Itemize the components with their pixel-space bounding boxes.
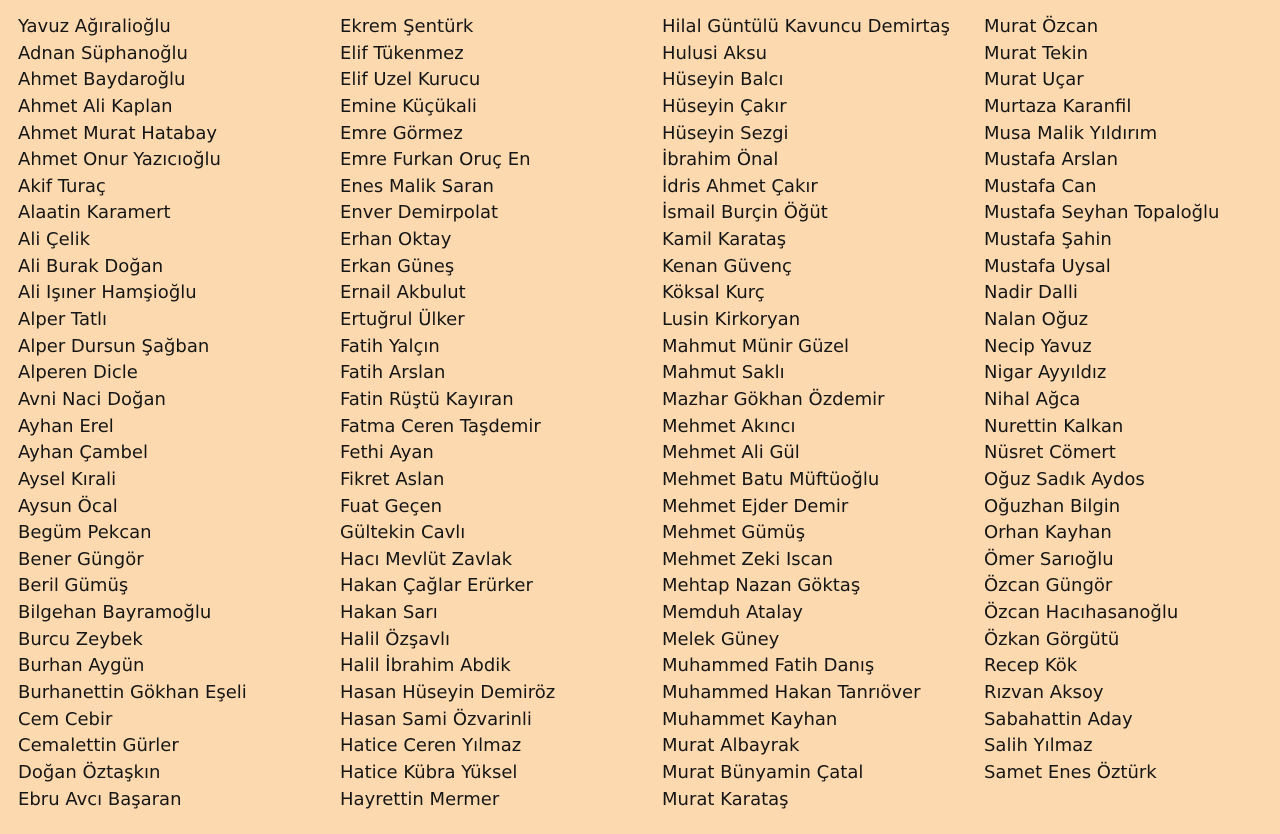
name-entry: Elif Uzel Kurucu xyxy=(340,69,481,91)
name-entry: Mustafa Arslan xyxy=(984,149,1119,171)
name-entry: Lusin Kirkoryan xyxy=(662,309,801,331)
name-entry: Enver Demirpolat xyxy=(340,202,499,224)
name-entry: Recep Kök xyxy=(984,655,1078,677)
name-entry: Oğuz Sadık Aydos xyxy=(984,468,1145,490)
name-entry: Fikret Aslan xyxy=(340,468,445,490)
name-entry: Alper Dursun Şağban xyxy=(18,335,210,357)
name-entry: Nüsret Cömert xyxy=(984,442,1116,464)
name-entry: Fuat Geçen xyxy=(340,495,442,517)
name-entry: Ayhan Erel xyxy=(18,415,114,437)
name-entry: Halil İbrahim Abdik xyxy=(340,655,511,677)
name-entry: Hulusi Aksu xyxy=(662,42,767,64)
name-entry: Fethi Ayan xyxy=(340,442,434,464)
name-column-4 xyxy=(984,14,1219,787)
name-entry: Enes Malik Saran xyxy=(340,175,494,197)
name-entry: Memduh Atalay xyxy=(662,602,803,624)
name-entry: Murat Özcan xyxy=(984,16,1099,37)
name-entry: Mehmet Ali Gül xyxy=(662,442,800,464)
name-entry: Ömer Sarıoğlu xyxy=(984,548,1114,570)
name-entry: Hüseyin Balcı xyxy=(662,69,784,91)
name-entry: Oğuzhan Bilgin xyxy=(984,495,1121,517)
name-entry: Nurettin Kalkan xyxy=(984,415,1124,437)
name-entry: Orhan Kayhan xyxy=(984,522,1112,544)
name-entry: Özkan Görgütü xyxy=(984,628,1120,650)
name-entry: Doğan Öztaşkın xyxy=(18,761,161,783)
name-entry: Köksal Kurç xyxy=(662,282,765,304)
name-entry: Bilgehan Bayramoğlu xyxy=(18,602,212,624)
name-entry: Beril Gümüş xyxy=(18,575,129,597)
name-entry: Hüseyin Çakır xyxy=(662,95,787,117)
name-entry: Nigar Ayyıldız xyxy=(984,362,1107,384)
name-entry: Murat Karataş xyxy=(662,788,789,810)
name-entry: Adnan Süphanoğlu xyxy=(18,42,188,64)
name-entry: Ali Işıner Hamşioğlu xyxy=(18,282,197,304)
name-entry: Ahmet Onur Yazıcıoğlu xyxy=(18,149,221,171)
name-entry: Samet Enes Öztürk xyxy=(984,761,1157,783)
name-entry: Muhammed Fatih Danış xyxy=(662,655,875,677)
name-entry: Akif Turaç xyxy=(18,175,106,197)
name-entry: Yavuz Ağıralioğlu xyxy=(18,16,171,37)
name-entry: İsmail Burçin Öğüt xyxy=(662,202,828,224)
name-entry: Ahmet Baydaroğlu xyxy=(18,69,186,91)
name-entry: Hasan Sami Özvarinli xyxy=(340,708,532,730)
name-entry: Muhammed Hakan Tanrıöver xyxy=(662,682,921,704)
name-entry: Ebru Avcı Başaran xyxy=(18,788,182,810)
name-entry: Ali Burak Doğan xyxy=(18,255,164,277)
name-entry: Erhan Oktay xyxy=(340,229,452,251)
name-entry: Rızvan Aksoy xyxy=(984,682,1104,704)
name-entry: Nalan Oğuz xyxy=(984,309,1089,331)
name-entry: Ali Çelik xyxy=(18,229,91,251)
name-entry: Ernail Akbulut xyxy=(340,282,466,304)
name-entry: Hayrettin Mermer xyxy=(340,788,500,810)
name-entry: Aysun Öcal xyxy=(18,495,118,517)
name-entry: Ahmet Ali Kaplan xyxy=(18,95,173,117)
name-entry: Bener Güngör xyxy=(18,548,144,570)
name-entry: Erkan Güneş xyxy=(340,255,455,277)
name-column-2 xyxy=(340,14,555,813)
name-entry: Cemalettin Gürler xyxy=(18,735,179,757)
name-entry: Alaatin Karamert xyxy=(18,202,171,224)
name-entry: Musa Malik Yıldırım xyxy=(984,122,1158,144)
name-entry: İdris Ahmet Çakır xyxy=(662,175,818,197)
name-entry: Elif Tükenmez xyxy=(340,42,464,64)
name-entry: Ekrem Şentürk xyxy=(340,16,474,37)
name-entry: Emre Görmez xyxy=(340,122,463,144)
name-entry: Murat Albayrak xyxy=(662,735,800,757)
name-entry: Mustafa Şahin xyxy=(984,229,1112,251)
name-entry: Mehmet Zeki Iscan xyxy=(662,548,833,570)
name-entry: Murat Bünyamin Çatal xyxy=(662,761,864,783)
name-entry: Mazhar Gökhan Özdemir xyxy=(662,388,885,410)
name-entry: Fatin Rüştü Kayıran xyxy=(340,388,514,410)
name-entry: Cem Cebir xyxy=(18,708,113,730)
name-entry: Mustafa Can xyxy=(984,175,1097,197)
name-entry: Necip Yavuz xyxy=(984,335,1092,357)
name-entry: Gültekin Cavlı xyxy=(340,522,466,544)
name-entry: Ertuğrul Ülker xyxy=(340,309,465,331)
name-entry: Hasan Hüseyin Demiröz xyxy=(340,682,556,704)
name-entry: Nadir Dalli xyxy=(984,282,1078,304)
name-entry: Mehtap Nazan Göktaş xyxy=(662,575,861,597)
name-entry: Hakan Sarı xyxy=(340,602,438,624)
name-entry: Burcu Zeybek xyxy=(18,628,143,650)
name-entry: Hacı Mevlüt Zavlak xyxy=(340,548,513,570)
name-entry: Avni Naci Doğan xyxy=(18,388,166,410)
name-entry: Mehmet Gümüş xyxy=(662,522,806,544)
name-entry: Mustafa Seyhan Topaloğlu xyxy=(984,202,1220,224)
name-entry: Aysel Kırali xyxy=(18,468,117,490)
name-entry: Halil Özşavlı xyxy=(340,628,450,650)
name-entry: Mustafa Uysal xyxy=(984,255,1111,277)
name-entry: Özcan Hacıhasanoğlu xyxy=(984,602,1179,624)
name-entry: Mahmut Saklı xyxy=(662,362,785,384)
name-entry: Murtaza Karanfil xyxy=(984,95,1132,117)
name-entry: Melek Güney xyxy=(662,628,780,650)
name-entry: Mahmut Münir Güzel xyxy=(662,335,850,357)
name-entry: Hatice Ceren Yılmaz xyxy=(340,735,522,757)
name-entry: Emine Küçükali xyxy=(340,95,477,117)
name-entry: Burhanettin Gökhan Eşeli xyxy=(18,682,247,704)
name-entry: Kamil Karataş xyxy=(662,229,787,251)
name-entry: Mehmet Batu Müftüoğlu xyxy=(662,468,880,490)
name-entry: Ayhan Çambel xyxy=(18,442,148,464)
name-entry: Salih Yılmaz xyxy=(984,735,1093,757)
name-entry: Murat Tekin xyxy=(984,42,1088,64)
name-entry: Nihal Ağca xyxy=(984,388,1081,410)
name-entry: Kenan Güvenç xyxy=(662,255,792,277)
name-entry: Muhammet Kayhan xyxy=(662,708,838,730)
name-entry: Özcan Güngör xyxy=(984,575,1113,597)
name-entry: Murat Uçar xyxy=(984,69,1084,91)
name-column-1 xyxy=(18,14,247,813)
name-entry: Fatih Arslan xyxy=(340,362,446,384)
name-column-3 xyxy=(662,14,950,813)
name-entry: Hatice Kübra Yüksel xyxy=(340,761,518,783)
name-entry: Hilal Güntülü Kavuncu Demirtaş xyxy=(662,16,950,37)
name-entry: Emre Furkan Oruç En xyxy=(340,149,531,171)
name-entry: Sabahattin Aday xyxy=(984,708,1133,730)
name-entry: Mehmet Ejder Demir xyxy=(662,495,849,517)
name-entry: Hakan Çağlar Erürker xyxy=(340,575,533,597)
name-entry: Alper Tatlı xyxy=(18,309,108,331)
name-entry: Fatih Yalçın xyxy=(340,335,440,357)
name-entry: Mehmet Akıncı xyxy=(662,415,796,437)
name-entry: Ahmet Murat Hatabay xyxy=(18,122,218,144)
name-entry: Begüm Pekcan xyxy=(18,522,152,544)
name-entry: İbrahim Önal xyxy=(662,149,779,171)
name-entry: Hüseyin Sezgi xyxy=(662,122,789,144)
name-entry: Fatma Ceren Taşdemir xyxy=(340,415,541,437)
name-entry: Alperen Dicle xyxy=(18,362,138,384)
name-entry: Burhan Aygün xyxy=(18,655,145,677)
